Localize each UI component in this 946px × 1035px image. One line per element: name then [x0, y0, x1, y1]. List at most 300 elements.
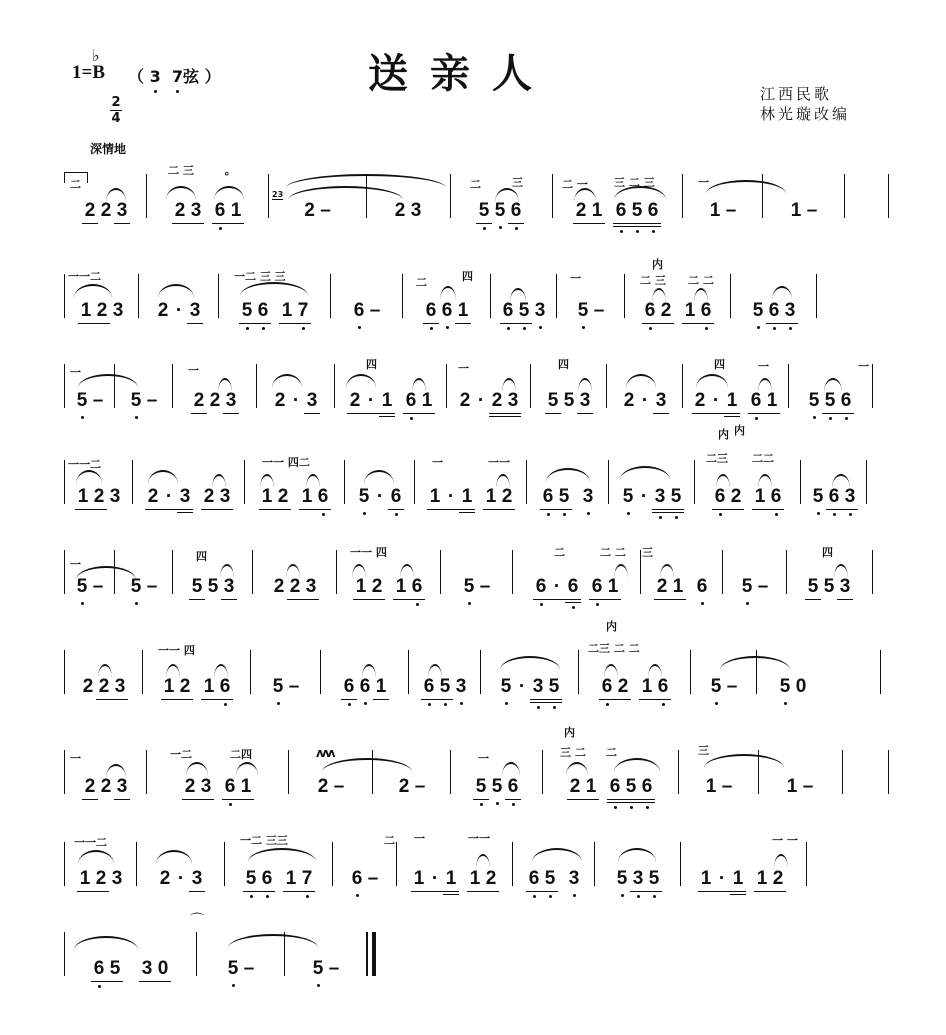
origin: 江西民歌 — [760, 85, 833, 103]
note: 3 — [577, 390, 593, 412]
note: 0 — [155, 958, 171, 980]
string-tuning: （ 3 7弦 ） — [128, 67, 221, 86]
measure — [148, 748, 288, 798]
score-row — [66, 832, 888, 890]
barline — [320, 650, 321, 694]
note: 6 — [589, 576, 605, 598]
note: 2 — [94, 300, 110, 322]
slur-icon — [502, 762, 520, 776]
slur-icon — [614, 564, 628, 578]
low-octave-dot — [322, 513, 325, 516]
note: 5 — [739, 576, 755, 598]
slur-icon — [98, 664, 112, 678]
fingering-mark: 一一 四二 — [262, 456, 310, 469]
barline — [256, 364, 257, 408]
barline — [344, 460, 345, 504]
low-octave-dot — [596, 603, 599, 606]
low-octave-dot — [363, 512, 366, 515]
note: 5 — [620, 486, 636, 508]
measure — [252, 658, 320, 698]
low-octave-dot — [81, 416, 84, 419]
low-octave-dot — [652, 230, 655, 233]
slur-icon — [286, 564, 300, 578]
low-octave-dot — [540, 603, 543, 606]
low-octave-dot — [549, 895, 552, 898]
low-octave-dot — [746, 602, 749, 605]
measure — [416, 456, 526, 508]
note: 3 — [530, 676, 546, 698]
note: 1 — [752, 486, 768, 508]
note: 3 — [630, 868, 646, 890]
note: 5 — [646, 868, 662, 890]
grace-note: 23 — [272, 190, 284, 199]
barline — [640, 550, 641, 594]
note: 1 — [698, 868, 714, 890]
note: 3 — [304, 390, 320, 412]
note: 5 — [810, 486, 826, 508]
fingering-mark: 一一二 — [68, 458, 101, 471]
low-octave-dot — [755, 417, 758, 420]
note: 1 — [283, 868, 299, 890]
measure — [116, 372, 172, 412]
note: 5 — [189, 576, 205, 598]
fingering-mark: 一 — [188, 364, 199, 377]
barline — [678, 750, 679, 794]
low-octave-dot — [662, 703, 665, 706]
note: 2 — [623, 390, 635, 411]
slur-icon — [74, 284, 112, 298]
note: 5 — [614, 868, 630, 890]
string-a: 3 — [149, 67, 161, 86]
measure — [138, 850, 224, 890]
note: 5 — [489, 776, 505, 798]
measure — [760, 758, 840, 798]
note: 2 — [159, 868, 171, 889]
note: – — [593, 300, 605, 321]
note: 5 — [356, 486, 372, 508]
note: · — [443, 486, 459, 508]
note: 5 — [310, 958, 326, 980]
string-b: 7弦 — [171, 67, 200, 86]
note: 6 — [540, 486, 556, 508]
note: 6 — [315, 486, 331, 508]
final-barline — [366, 932, 368, 976]
note: 1 — [443, 868, 459, 890]
fingering-mark: 三 二 三 — [614, 176, 655, 189]
note: · — [640, 486, 648, 507]
note: 1 — [670, 576, 686, 598]
note: 3 — [177, 486, 193, 508]
fingering-mark: 二 二 — [688, 274, 714, 287]
note: 1 — [790, 200, 802, 221]
slur-icon — [236, 762, 258, 776]
barline — [218, 274, 219, 318]
note: 2 — [274, 390, 286, 411]
note: · — [292, 390, 300, 411]
note: · — [714, 868, 730, 890]
fingering-mark: 四 — [558, 358, 569, 371]
measure — [334, 834, 396, 890]
note: 2 — [93, 868, 109, 890]
note: 3 — [111, 868, 123, 889]
note: 6 — [255, 300, 271, 322]
slur-icon — [652, 288, 666, 302]
barline — [172, 550, 173, 594]
note: 1 — [754, 868, 770, 890]
note: 7 — [295, 300, 311, 322]
barline — [762, 174, 763, 218]
low-octave-dot — [533, 895, 536, 898]
fingering-mark: 二 — [70, 178, 81, 191]
fingering-mark: 一 — [70, 366, 81, 379]
fingering-mark: 一 — [758, 360, 769, 373]
low-octave-dot — [757, 326, 760, 329]
slur-icon — [604, 664, 618, 678]
time-signature: 2 4 — [111, 95, 121, 126]
note: – — [802, 776, 814, 797]
slur-icon — [502, 378, 516, 392]
measure — [66, 270, 138, 322]
slur-icon — [106, 188, 126, 202]
note: 5 — [546, 676, 562, 698]
fingering-mark: 二三 二 二 — [588, 642, 640, 655]
note: 2 — [177, 676, 193, 698]
barline — [816, 274, 817, 318]
note: 2 — [96, 676, 112, 698]
slur-icon — [260, 474, 274, 488]
slur-icon — [106, 764, 126, 778]
barline — [64, 460, 65, 504]
note: 5 — [461, 576, 477, 598]
arranger: 林光璇改编 — [760, 105, 851, 123]
slur-icon — [618, 848, 656, 862]
fingering-mark: 四 — [714, 358, 725, 371]
slur-icon — [716, 474, 730, 488]
note: 6 — [694, 576, 710, 598]
slur-icon — [364, 470, 394, 484]
slur-icon — [240, 282, 308, 296]
barline — [542, 750, 543, 794]
low-octave-dot — [499, 226, 502, 229]
fingering-mark: 三 — [698, 744, 709, 757]
note: 6 — [698, 300, 714, 322]
measure — [680, 744, 758, 798]
note: 6 — [217, 676, 233, 698]
barline — [334, 364, 335, 408]
low-octave-dot — [444, 703, 447, 706]
score-row — [66, 164, 888, 222]
barline — [844, 174, 845, 218]
note: 2 — [82, 776, 98, 798]
low-octave-dot — [659, 516, 662, 519]
note: 2 — [82, 676, 94, 697]
slur-icon — [74, 936, 138, 950]
measure — [448, 362, 530, 412]
barline — [866, 460, 867, 504]
note: · — [175, 300, 183, 321]
note: 1 — [455, 300, 471, 322]
note: 2 — [91, 486, 107, 508]
slur-icon — [834, 564, 848, 578]
barline — [788, 364, 789, 408]
fingering-mark: 一二 — [170, 748, 192, 761]
barline — [332, 842, 333, 886]
low-octave-dot — [637, 895, 640, 898]
low-octave-dot — [246, 327, 249, 330]
note: 3 — [837, 576, 853, 598]
note: · — [549, 576, 565, 598]
fingering-mark: 一 — [432, 456, 443, 469]
slur-icon — [566, 762, 588, 776]
measure — [338, 546, 440, 598]
barline — [402, 274, 403, 318]
fingering-mark: 三 — [512, 176, 523, 189]
low-octave-dot — [572, 606, 575, 609]
measure — [374, 758, 450, 798]
note: 2 — [172, 200, 188, 222]
low-octave-dot — [428, 703, 431, 706]
low-octave-dot — [507, 327, 510, 330]
barline — [680, 842, 681, 886]
note: 5 — [225, 958, 241, 980]
note: 3 — [187, 300, 203, 322]
barline — [624, 274, 625, 318]
fingering-mark: 一 — [458, 362, 469, 375]
note: – — [479, 576, 491, 597]
note: 2 — [394, 200, 406, 221]
note: 2 — [273, 576, 285, 597]
note: 1 — [459, 486, 475, 508]
low-octave-dot — [410, 417, 413, 420]
note: 1 — [201, 676, 217, 698]
low-octave-dot — [483, 227, 486, 230]
note: 5 — [107, 958, 123, 980]
score-row — [66, 258, 888, 322]
barline — [252, 550, 253, 594]
note: 1 — [589, 200, 605, 222]
measure — [608, 372, 682, 412]
low-octave-dot — [653, 895, 656, 898]
note: 3 — [532, 300, 548, 322]
note: 5 — [243, 868, 259, 890]
note: 6 — [526, 868, 542, 890]
harmonic-icon: ° — [224, 170, 230, 183]
position-mark: 内 — [652, 258, 663, 271]
slur-icon — [578, 378, 592, 392]
measure — [66, 458, 132, 508]
note: 5 — [437, 676, 453, 698]
barline — [758, 750, 759, 794]
note: 1 — [238, 776, 254, 798]
note: 2 — [459, 390, 471, 411]
low-octave-dot — [646, 806, 649, 809]
note: 6 — [565, 576, 581, 598]
note: · — [161, 486, 177, 508]
barline — [694, 460, 695, 504]
low-octave-dot — [715, 702, 718, 705]
position-mark: 内 — [564, 726, 575, 739]
measure — [404, 270, 490, 322]
note: 1 — [228, 200, 244, 222]
note: – — [92, 390, 104, 411]
note: 1 — [77, 868, 93, 890]
low-octave-dot — [553, 706, 556, 709]
note: 2 — [483, 868, 499, 890]
note: 1 — [705, 776, 717, 797]
low-octave-dot — [582, 326, 585, 329]
note: 2 — [654, 576, 670, 598]
low-octave-dot — [773, 327, 776, 330]
measure — [66, 366, 114, 412]
note: – — [414, 776, 426, 797]
fingering-mark: 一 — [698, 176, 709, 189]
note: 6 — [838, 390, 854, 412]
low-octave-dot — [813, 416, 816, 419]
note: 3 — [112, 676, 128, 698]
low-octave-dot — [537, 706, 540, 709]
note: · — [708, 390, 724, 412]
slur-icon — [352, 564, 366, 578]
note: 1 — [75, 486, 91, 508]
note: 1 — [483, 486, 499, 508]
position-mark: 内 — [606, 620, 617, 633]
note: 5 — [516, 300, 532, 322]
measure — [66, 178, 146, 222]
note: 2 — [728, 486, 744, 508]
note: 6 — [639, 776, 655, 798]
barline — [872, 550, 873, 594]
note: – — [333, 776, 345, 797]
low-octave-dot — [563, 513, 566, 516]
note: 1 — [419, 390, 435, 412]
note: 5 — [270, 676, 286, 698]
barline — [556, 274, 557, 318]
note: 3 — [505, 390, 521, 412]
note: 6 — [826, 486, 842, 508]
low-octave-dot — [849, 513, 852, 516]
fingering-mark: 三 二 — [560, 746, 586, 759]
note: 1 — [411, 868, 427, 890]
note: 1 — [467, 868, 483, 890]
fingering-mark: 二 一 — [562, 178, 588, 191]
measure — [174, 550, 252, 598]
barline — [450, 750, 451, 794]
low-octave-dot — [523, 327, 526, 330]
note: 5 — [74, 390, 90, 412]
note: 3 — [139, 958, 155, 980]
barline — [446, 364, 447, 408]
measure — [442, 558, 512, 598]
note: 3 — [114, 200, 130, 222]
barline — [606, 364, 607, 408]
note: 2 — [100, 776, 112, 797]
slur-icon — [832, 474, 850, 488]
note: 2 — [191, 390, 207, 412]
note: 2 — [567, 776, 583, 798]
measure — [246, 456, 344, 508]
note: – — [243, 958, 255, 979]
note: – — [92, 576, 104, 597]
fingering-mark: 一一 四 — [350, 546, 387, 559]
note: 3 — [198, 776, 214, 798]
note: 1 — [259, 486, 275, 508]
low-octave-dot — [496, 802, 499, 805]
note: – — [367, 868, 379, 889]
fingering-mark: 二 — [384, 834, 395, 847]
credits — [760, 84, 850, 124]
fingering-mark: 二 三 — [640, 274, 666, 287]
barline — [682, 364, 683, 408]
note: 3 — [188, 200, 204, 222]
barline — [142, 650, 143, 694]
note: 2 — [317, 776, 329, 797]
barline — [682, 174, 683, 218]
note: 5 — [128, 576, 144, 598]
slur-icon — [772, 286, 792, 300]
note: 3 — [453, 676, 469, 698]
barline — [288, 750, 289, 794]
note: 2 — [82, 200, 98, 222]
measure — [790, 360, 870, 412]
low-octave-dot — [480, 803, 483, 806]
note: 1 — [161, 676, 177, 698]
slur-icon — [696, 374, 728, 388]
fingering-mark: 一一二 — [74, 836, 107, 849]
note: 6 — [421, 676, 437, 698]
note: 5 — [777, 676, 793, 698]
note: – — [288, 676, 300, 697]
barline — [64, 550, 65, 594]
note: 5 — [74, 576, 90, 598]
measure — [514, 850, 594, 890]
measure — [528, 468, 608, 508]
note: 1 — [279, 300, 295, 322]
low-octave-dot — [395, 513, 398, 516]
note: 6 — [222, 776, 238, 798]
measure — [532, 358, 606, 412]
note: 5 — [668, 486, 684, 508]
fingering-mark: 一 — [70, 558, 81, 571]
note: 2 — [275, 486, 291, 508]
note: 3 — [410, 200, 422, 221]
measure — [724, 558, 786, 598]
slur-icon — [496, 474, 510, 488]
slur-icon — [495, 188, 519, 202]
low-octave-dot — [135, 602, 138, 605]
slur-icon — [400, 564, 414, 578]
barline — [530, 364, 531, 408]
barline — [366, 174, 367, 218]
note: 2 — [209, 390, 221, 411]
barline — [224, 842, 225, 886]
fingering-mark: 一一 — [468, 832, 490, 845]
barline — [250, 650, 251, 694]
note: 6 — [349, 868, 365, 890]
barline — [608, 460, 609, 504]
note: 0 — [795, 676, 807, 697]
note: 3 — [112, 300, 124, 321]
barline — [64, 274, 65, 318]
barline — [64, 650, 65, 694]
slur-icon — [694, 288, 708, 302]
slur-icon — [614, 758, 660, 772]
low-octave-dot — [627, 512, 630, 515]
barline — [690, 650, 691, 694]
note: 5 — [822, 390, 838, 412]
slur-icon — [156, 850, 192, 864]
slur-icon — [412, 378, 426, 392]
note: 2 — [398, 776, 410, 797]
